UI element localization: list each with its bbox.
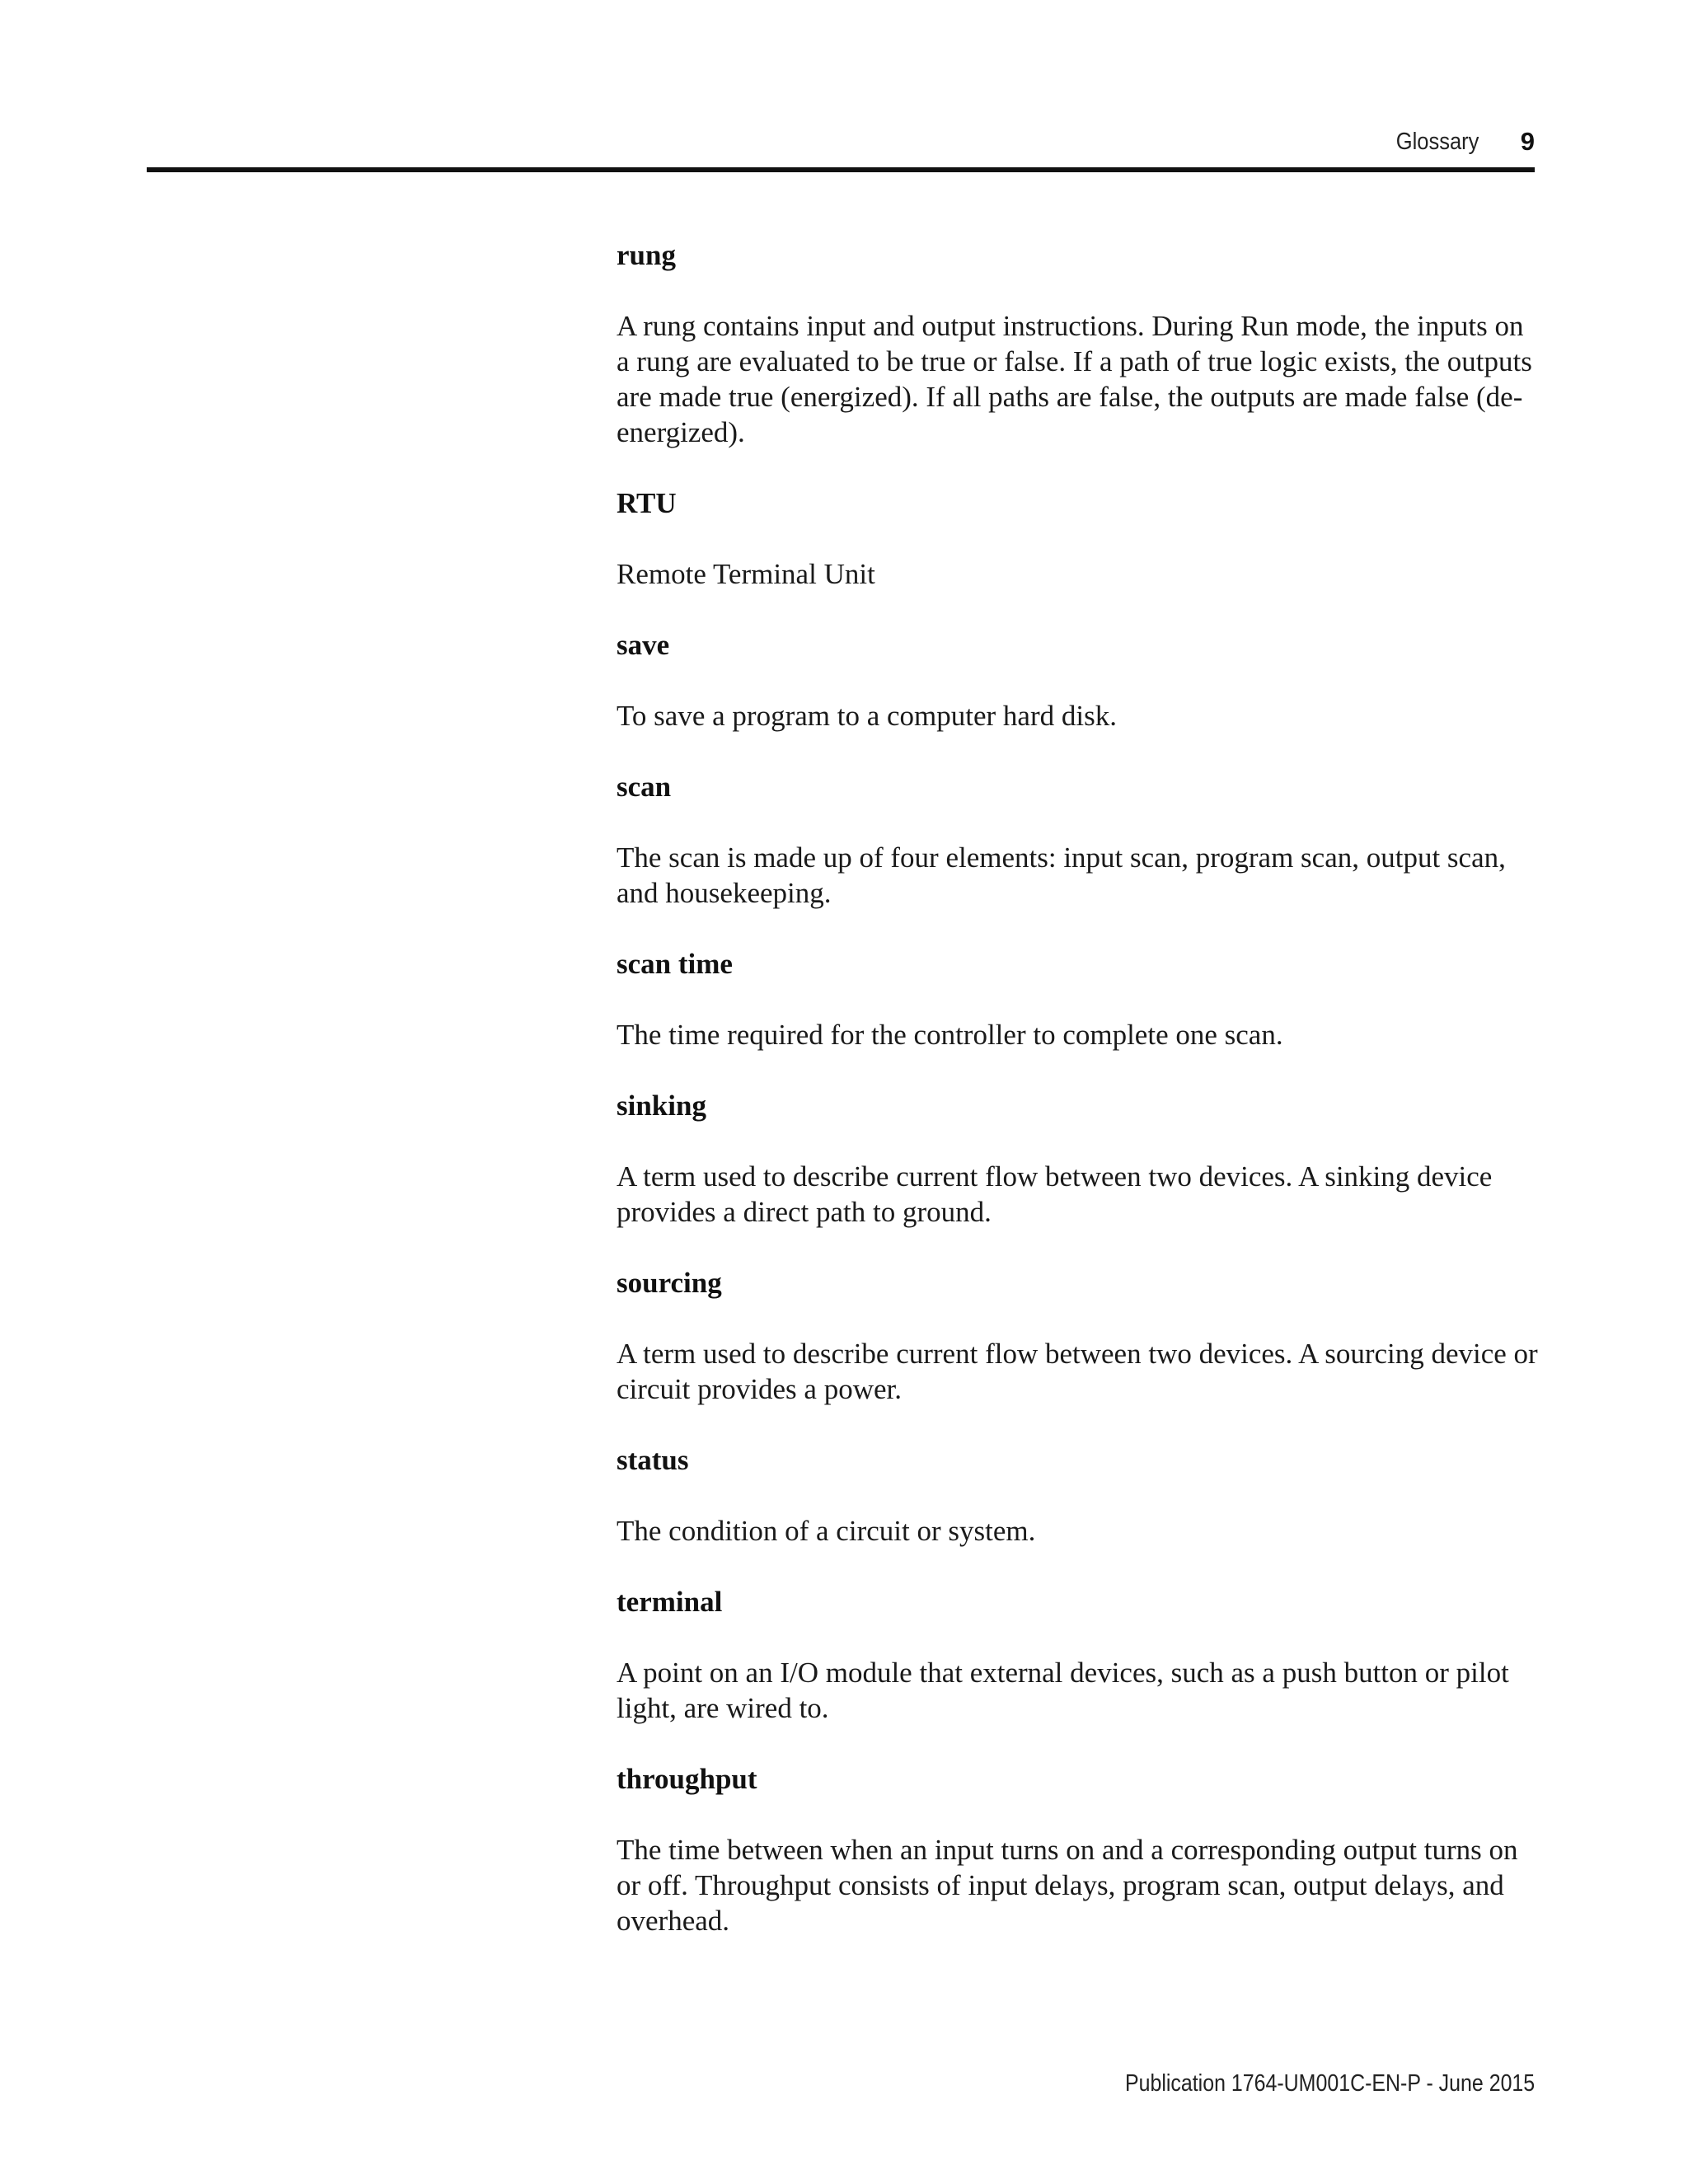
glossary-definition: The time between when an input turns on and a corresponding output turns on or off. Throughput consists of input delays, program scan, output delays, and overhead. (617, 1834, 1518, 1937)
glossary-entry-throughput (617, 1761, 1540, 1938)
section-title: Glossary (1395, 129, 1479, 155)
glossary-definition: The condition of a circuit or system. (617, 1515, 1036, 1547)
glossary-entry-sinking (617, 1088, 1540, 1230)
glossary-definition: A term used to describe current flow between two devices. A sourcing device or circuit provides a power. (617, 1338, 1538, 1405)
glossary-list (617, 237, 1540, 1974)
glossary-entry-save (617, 627, 1540, 733)
glossary-term: save (617, 629, 670, 661)
glossary-definition: A term used to describe current flow between two devices. A sinking device provides a direct path to ground. (617, 1160, 1493, 1228)
glossary-term: throughput (617, 1763, 757, 1795)
glossary-entry-rtu (617, 485, 1540, 592)
glossary-term: sourcing (617, 1267, 722, 1299)
glossary-term: scan (617, 771, 672, 803)
glossary-entry-rung (617, 237, 1540, 450)
glossary-entry-sourcing (617, 1265, 1540, 1407)
glossary-definition: A point on an I/O module that external devices, such as a push button or pilot light, are wired to. (617, 1657, 1509, 1724)
glossary-entry-terminal (617, 1584, 1540, 1726)
glossary-term: scan time (617, 948, 733, 980)
glossary-term: RTU (617, 487, 677, 519)
glossary-term: status (617, 1444, 689, 1476)
glossary-definition: To save a program to a computer hard disk. (617, 700, 1117, 732)
glossary-definition: The time required for the controller to complete one scan. (617, 1019, 1283, 1051)
glossary-entry-status (617, 1442, 1540, 1549)
glossary-definition: Remote Terminal Unit (617, 558, 875, 590)
publication-footer: Publication 1764-UM001C-EN-P - June 2015 (1124, 2070, 1535, 2097)
glossary-entry-scan (617, 769, 1540, 911)
glossary-term: sinking (617, 1090, 706, 1122)
glossary-entry-scan-time (617, 946, 1540, 1052)
glossary-term: terminal (617, 1586, 723, 1618)
header-divider (147, 167, 1535, 172)
glossary-definition: A rung contains input and output instructions. During Run mode, the inputs on a rung are evaluated to be true or false. If a path of true logic exists, the outputs are made true (energized). If all paths are false, the outputs are made false (de-energized). (617, 310, 1532, 448)
glossary-definition: The scan is made up of four elements: input scan, program scan, output scan, and housekeeping. (617, 841, 1506, 909)
page-header (147, 124, 1535, 173)
glossary-term: rung (617, 239, 676, 271)
page-number: 9 (1520, 127, 1535, 156)
